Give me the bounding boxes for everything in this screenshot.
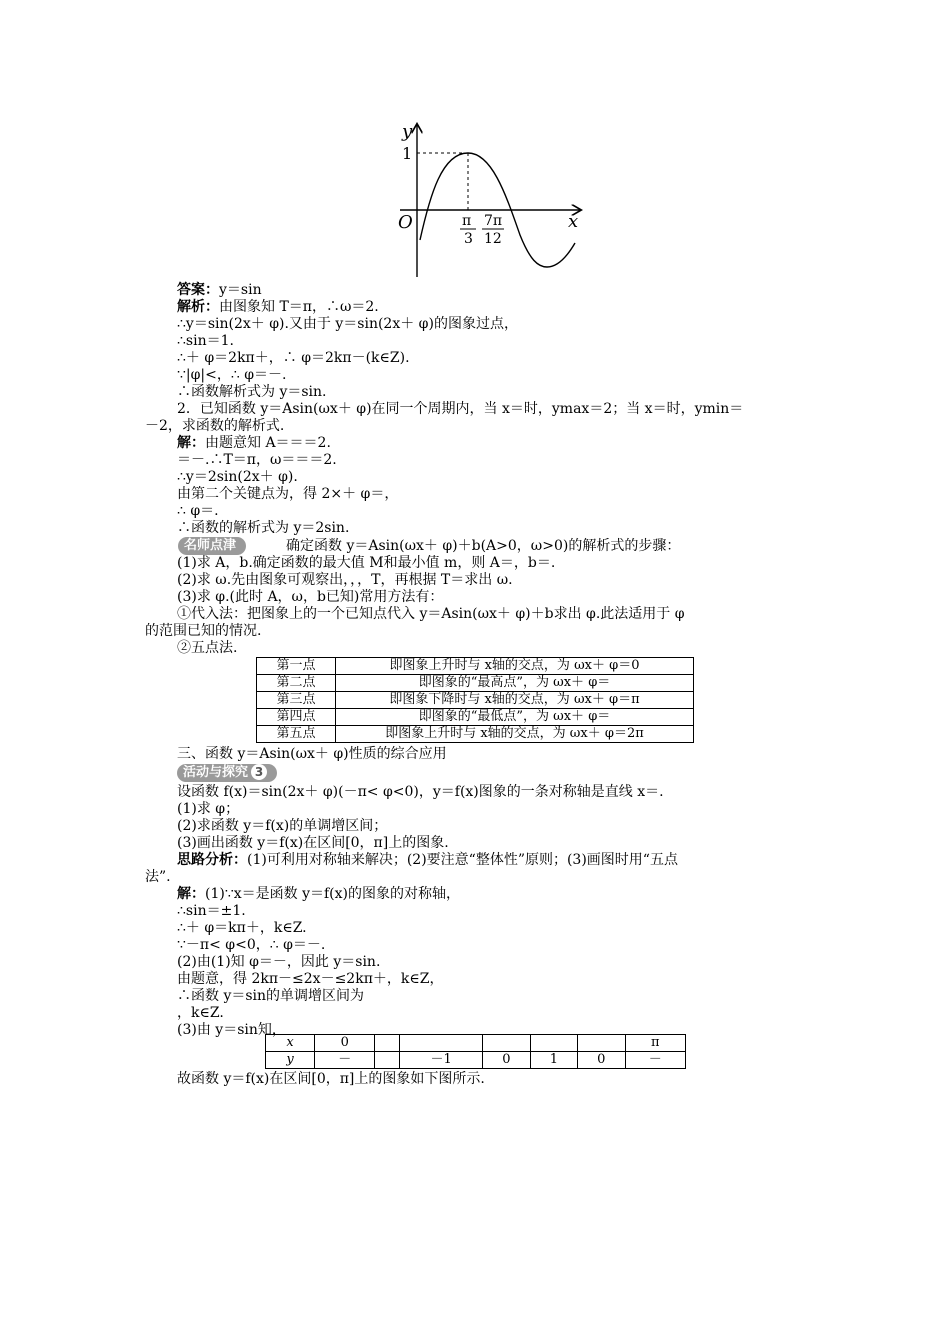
problem-line: (2)求函数 y＝f(x)的单调增区间； — [177, 818, 388, 834]
analysis-line: 法”. — [145, 869, 171, 885]
table-row: x 0 π — [266, 1035, 686, 1052]
y-axis-label: y — [402, 121, 413, 142]
text-line: ∴＋ φ＝2kπ＋，∴ φ＝2kπ－(k∈Z). — [177, 350, 410, 366]
tip-line: (2)求 ω.先由图象可观察出，，，T，再根据 T＝求出 ω. — [177, 572, 513, 588]
text-line: ∴函数解析式为 y＝sin. — [177, 384, 327, 400]
x-tick2-num: 7π — [484, 213, 503, 229]
text-line: ＝－.∴T＝π，ω＝＝＝2. — [177, 452, 337, 468]
five-points-table — [256, 657, 694, 743]
section-heading: 三、函数 y＝Asin(ωx＋ φ)性质的综合应用 — [177, 746, 447, 762]
x-tick2-den: 12 — [484, 231, 502, 247]
text-line: ∴sin＝1. — [177, 333, 234, 349]
problem-2-line: 2．已知函数 y＝Asin(ωx＋ φ)在同一个周期内，当 x＝时，ymax＝2；当 x＝时，ymin＝ — [177, 401, 744, 417]
activity-number: 3 — [251, 764, 267, 780]
tip-line: 的范围已知的情况. — [145, 623, 262, 639]
tip-line: ①代入法：把图象上的一个已知点代入 y＝Asin(ωx＋ φ)＋b求出 φ.此法适用于 φ — [177, 606, 685, 622]
problem-line: (3)画出函数 y＝f(x)在区间[0，π]上的图象. — [177, 835, 449, 851]
problem-2-line: －2，求函数的解析式. — [145, 418, 285, 434]
analysis-line: 思路分析：(1)可利用对称轴来解决；(2)要注意“整体性”原则；(3)画图时用“五点 — [177, 852, 678, 868]
solution-line: ∴函数 y＝sin的单调增区间为 — [177, 988, 365, 1004]
solution-line: 解：由题意知 A＝＝＝2. — [177, 435, 331, 451]
sine-graph — [380, 115, 600, 285]
tip-line: (3)求 φ.(此时 A，ω，b已知)常用方法有： — [177, 589, 444, 605]
text-line: ∴函数的解析式为 y＝2sin. — [177, 520, 350, 536]
final-line: 故函数 y＝f(x)在区间[0，π]上的图象如下图所示. — [177, 1071, 485, 1087]
origin-label: O — [398, 212, 413, 233]
x-tick1-num: π — [462, 213, 472, 229]
text-line: ∴y＝2sin(2x＋ φ). — [177, 469, 298, 485]
tip-line: 确定函数 y＝Asin(ωx＋ φ)＋b(A>0，ω>0)的解析式的步骤： — [286, 538, 681, 554]
tip-line: ②五点法. — [177, 640, 238, 656]
problem-line: (1)求 φ； — [177, 801, 240, 817]
table-row: 第二点 即图象的“最高点”，为 ωx＋ φ＝ — [257, 675, 694, 692]
tip-line: (1)求 A，b.确定函数的最大值 M和最小值 m，则 A＝，b＝. — [177, 555, 556, 571]
text-line: 由第二个关键点为，得 2×＋ φ＝， — [177, 486, 399, 502]
activity-badge: 活动与探究 3 — [177, 764, 277, 782]
y-tick-label: 1 — [402, 144, 413, 163]
solution-line: ∵－π< φ<0，∴ φ＝－. — [177, 937, 326, 953]
solution-line: (3)由 y＝sin知， — [177, 1022, 286, 1038]
table-row: 第四点 即图象的“最低点”，为 ωx＋ φ＝ — [257, 709, 694, 726]
solution-line: ∴sin＝±1. — [177, 903, 246, 919]
solution-line: 解：(1)∵x＝是函数 y＝f(x)的图象的对称轴， — [177, 886, 460, 902]
analysis-line: 解析：由图象知 T＝π，∴ω＝2. — [177, 299, 379, 315]
value-table — [265, 1034, 686, 1069]
table-row: 第五点 即图象上升时与 x轴的交点，为 ωx＋ φ＝2π — [257, 726, 694, 743]
text-line: ∴y＝sin(2x＋ φ).又由于 y＝sin(2x＋ φ)的图象过点， — [177, 316, 518, 332]
solution-line: ，k∈Z. — [177, 1005, 224, 1021]
table-row: 第三点 即图象下降时与 x轴的交点，为 ωx＋ φ＝π — [257, 692, 694, 709]
tip-badge: 名师点津 — [178, 537, 246, 555]
solution-line: ∴＋ φ＝kπ＋，k∈Z. — [177, 920, 307, 936]
answer-line: 答案：y＝sin — [177, 282, 262, 298]
text-line: ∴ φ＝. — [177, 503, 219, 519]
text-line: ∵|φ|<，∴ φ＝－. — [177, 367, 287, 383]
problem-line: 设函数 f(x)＝sin(2x＋ φ)(－π< φ<0)，y＝f(x)图象的一条对称轴是直线 x＝. — [177, 784, 664, 800]
table-row: y － －1 0 1 0 － — [266, 1052, 686, 1069]
x-tick1-den: 3 — [464, 231, 473, 247]
solution-line: (2)由(1)知 φ＝－，因此 y＝sin. — [177, 954, 381, 970]
table-row: 第一点 即图象上升时与 x轴的交点，为 ωx＋ φ＝0 — [257, 658, 694, 675]
x-axis-label: x — [568, 211, 579, 232]
solution-line: 由题意，得 2kπ－≤2x－≤2kπ＋，k∈Z， — [177, 971, 444, 987]
